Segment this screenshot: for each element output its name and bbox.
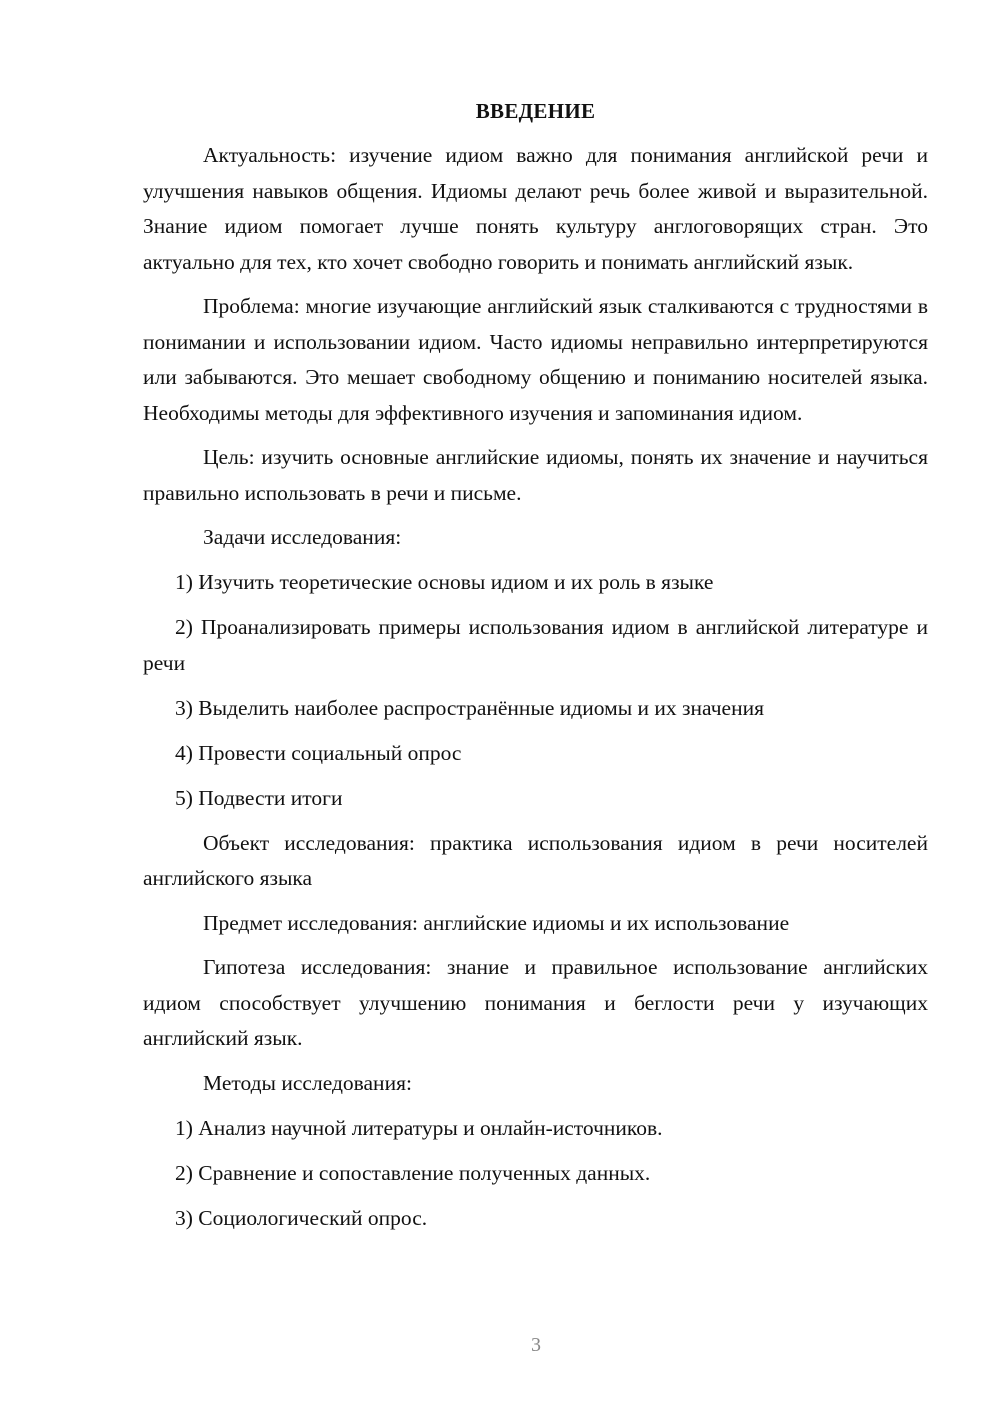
object-paragraph: Объект исследования: практика использования идиом в речи носителей английского языка (143, 830, 928, 890)
method-item-3: 3) Социологический опрос. (175, 1205, 428, 1230)
methods-heading: Методы исследования: (203, 1070, 412, 1095)
task-item-1: 1) Изучить теоретические основы идиом и их роль в языке (175, 570, 714, 594)
task-item-2: 2) Проанализировать примеры использования идиом в английской литературе и речи (143, 615, 928, 675)
task-item-3: 3) Выделить наиболее распространённые идиомы и их значения (175, 695, 764, 720)
problem-paragraph: Проблема: многие изучающие английский язык сталкиваются с трудностями в понимании и использовании идиом. Часто идиомы неправильно интерпретируются или забываются. Это мешает свободному общению и пониманию носителей языка. Необходимы методы для эффективного изучения и запоминания идиом. (143, 294, 928, 425)
page-number: 3 (531, 1334, 541, 1356)
method-item-2: 2) Сравнение и сопоставление полученных данных. (175, 1160, 651, 1185)
method-item-1: 1) Анализ научной литературы и онлайн-источников. (175, 1115, 663, 1140)
subject-paragraph: Предмет исследования: английские идиомы и их использование (203, 910, 790, 935)
hypothesis-paragraph: Гипотеза исследования: знание и правильное использование английских идиом способствует улучшению понимания и беглости речи у изучающих английский язык. (143, 955, 928, 1050)
section-title: ВВЕДЕНИЕ (475, 99, 596, 123)
page-content (143, 96, 928, 1246)
task-item-5: 5) Подвести итоги (175, 785, 343, 810)
relevance-paragraph: Актуальность: изучение идиом важно для понимания английской речи и улучшения навыков общения. Идиомы делают речь более живой и выразительной. Знание идиом помогает лучше понять культуру англоговорящих стран. Это актуально для тех, кто хочет свободно говорить и понимать английский язык. (143, 143, 928, 274)
task-item-4: 4) Провести социальный опрос (175, 740, 462, 765)
goal-paragraph: Цель: изучить основные английские идиомы, понять их значение и научиться правильно использовать в речи и письме. (143, 445, 928, 505)
tasks-heading: Задачи исследования: (203, 525, 402, 549)
